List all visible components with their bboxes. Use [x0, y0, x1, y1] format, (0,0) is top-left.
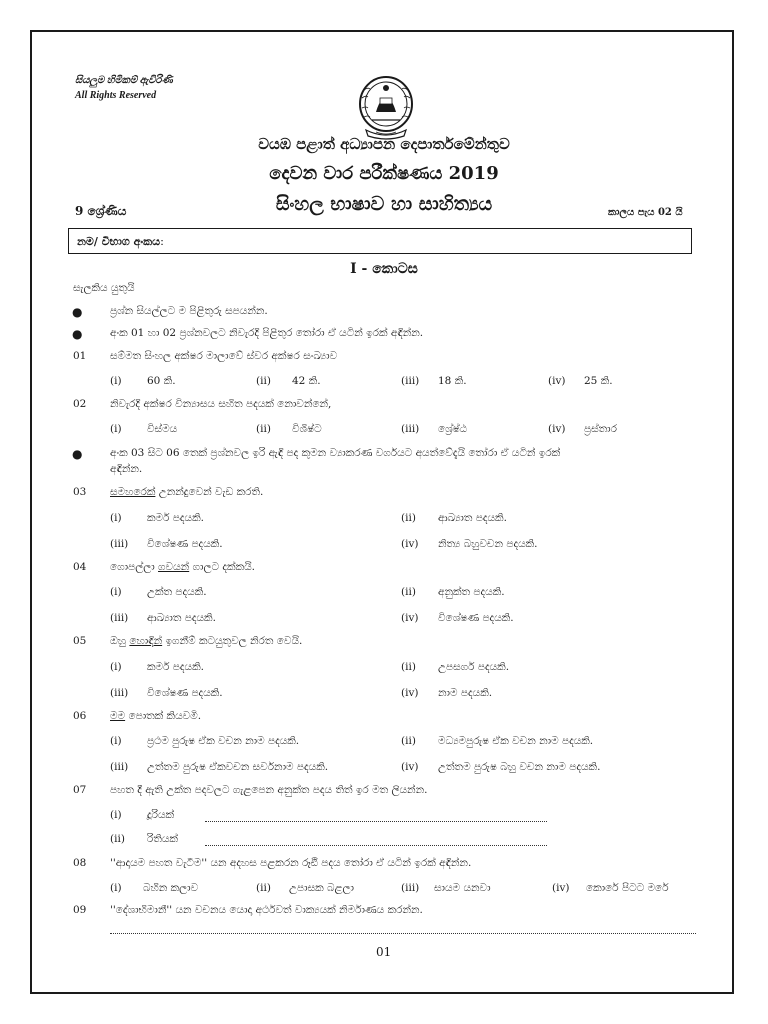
question-number: 03	[73, 486, 87, 498]
option-label: (iv)	[401, 538, 419, 550]
item-label: (ii)	[110, 833, 125, 845]
option-text[interactable]: උපසර්ග පදයකි.	[438, 661, 510, 673]
option-label: (iii)	[401, 423, 420, 435]
option-label: (iii)	[110, 612, 129, 624]
question-number: 07	[73, 784, 87, 796]
option-text[interactable]: විශිෂ්ට	[292, 423, 322, 435]
question-text: සම්මත සිංහල අක්ෂර මාලාවේ ස්වර අක්ෂර සංඛ්‍යාව	[110, 350, 338, 362]
option-text[interactable]: විශේෂණ පදයකි.	[438, 612, 514, 624]
name-index-box[interactable]	[68, 228, 692, 254]
option-text[interactable]: අනුක්ත පදයකි.	[438, 586, 505, 598]
option-label: (iii)	[110, 538, 129, 550]
option-text[interactable]: ආඛ්‍යාත පදයකි.	[438, 512, 507, 524]
underlined-word: ගවයන්	[158, 561, 190, 573]
question-number: 08	[73, 857, 87, 869]
option-text[interactable]: 60 කි.	[147, 375, 176, 387]
option-text[interactable]: නාම පදයකි.	[438, 687, 493, 699]
question-number: 02	[73, 398, 87, 410]
bullet-icon: ●	[72, 447, 83, 461]
duration-label: කාලය පැය 02 යි	[608, 207, 683, 218]
option-text[interactable]: ආඛ්‍යාත පදයකි.	[147, 612, 216, 624]
option-label: (ii)	[256, 423, 271, 435]
option-label: (ii)	[401, 586, 416, 598]
option-label: (i)	[110, 661, 122, 673]
grade-label: 9 ශ්‍රේණිය	[75, 204, 127, 218]
option-text[interactable]: සායම යනවා	[434, 882, 491, 894]
question-text: ''දේශාභිමානී'' යන වචනය යොදා අර්ථවත් වාක්‍යයක් නිර්මාණය කරන්න.	[110, 904, 423, 916]
government-crest-icon	[354, 72, 418, 142]
subject-title: සිංහල භාෂාව හා සාහිත්‍යය	[275, 193, 493, 215]
instruction-item: ප්‍රශ්න සියල්ලට ම පිළිතුරු සපයන්න.	[110, 305, 268, 317]
bullet-icon: ●	[72, 305, 83, 319]
answer-line[interactable]	[205, 845, 547, 846]
option-label: (iii)	[110, 761, 129, 773]
item-text: රිතියක්	[147, 833, 178, 845]
question-number: 09	[73, 904, 87, 916]
option-label: (iv)	[552, 882, 570, 894]
option-text[interactable]: බහින කලාව	[143, 882, 199, 894]
option-label: (ii)	[401, 512, 416, 524]
option-label: (i)	[110, 735, 122, 747]
question-number: 01	[73, 350, 87, 362]
answer-line[interactable]	[110, 933, 696, 934]
option-label: (ii)	[401, 661, 416, 673]
rights-sinhala: සියලුම හිමිකම් ඇවිරිණි	[75, 75, 173, 86]
option-text[interactable]: ප්‍රථම පුරුෂ ඒක වචන නාම පදයකි.	[147, 735, 300, 747]
question-text: මම පොතක් කියවමි.	[110, 710, 202, 722]
option-text[interactable]: විස්මය	[147, 423, 178, 435]
option-label: (i)	[110, 586, 122, 598]
question-text: පහත දී ඇති උක්ත පදවලට ගැළපෙන අනුක්ත පදය තිත් ඉර මත ලියන්න.	[110, 784, 428, 796]
option-text[interactable]: උපාසක බළලා	[289, 882, 354, 894]
underlined-word: හොඳින්	[129, 635, 163, 647]
underlined-word: මම	[110, 710, 126, 722]
option-label: (iv)	[401, 612, 419, 624]
option-text[interactable]: කොරේ පිටට මරේ	[586, 882, 669, 894]
option-text[interactable]: විශේෂණ පදයකි.	[147, 687, 223, 699]
rights-english: All Rights Reserved	[75, 90, 157, 101]
option-label: (ii)	[256, 882, 271, 894]
question-text: ගොපල්ලා ගවයන් ගාලට දක්කයි.	[110, 561, 255, 573]
part-title: I - කොටස	[350, 261, 418, 277]
question-number: 06	[73, 710, 87, 722]
department-name: වයඹ පළාත් අධ්‍යාපන දෙපාර්තමේන්තුව	[258, 135, 510, 153]
item-text: දූරියක්	[147, 809, 175, 821]
item-label: (i)	[110, 809, 122, 821]
option-label: (i)	[110, 512, 122, 524]
option-label: (i)	[110, 375, 122, 387]
option-text[interactable]: විශේෂණ පදයකි.	[147, 538, 223, 550]
instruction-item: අංක 03 සිට 06 තෙක් ප්‍රශ්නවල ඉරි ඇඳි පද කුමන ව්‍යාකරණ වර්ගයට අයත්වේදැයි තෝරා ඒ යටින් ඉරක්	[110, 447, 561, 459]
option-text[interactable]: නිත්‍ය බහුවචන පදයකි.	[438, 538, 538, 550]
bullet-icon: ●	[72, 327, 83, 341]
instruction-item-cont: අඳින්න.	[110, 463, 143, 475]
option-text[interactable]: 25 කි.	[584, 375, 613, 387]
option-text[interactable]: උක්ත පදයකි.	[147, 586, 207, 598]
instruction-item: අංක 01 හා 02 ප්‍රශ්නවලට නිවැරදි පිළිතුර තෝරා ඒ යටින් ඉරක් අඳින්න.	[110, 327, 424, 339]
question-text: ඔහු හොඳින් ඉගනීම් කටයුතුවල නිරත වෙයි.	[110, 635, 303, 647]
option-text[interactable]: කර්ම පදයකි.	[147, 661, 204, 673]
option-label: (iii)	[401, 882, 420, 894]
option-label: (iii)	[110, 687, 129, 699]
option-text[interactable]: කර්ම පදයකි.	[147, 512, 204, 524]
name-index-label: නම/ විභාග අංකයː	[77, 235, 165, 248]
option-text[interactable]: මධ්‍යමපුරුෂ ඒක වචන නාම පදයකි.	[438, 735, 594, 747]
option-text[interactable]: උත්තම පුරුෂ ඒකවචන සර්වනාම පදයකි.	[147, 761, 329, 773]
underlined-word: සමහරෙක්	[110, 486, 156, 498]
question-number: 05	[73, 635, 87, 647]
option-label: (iv)	[401, 761, 419, 773]
option-text[interactable]: 42 කි.	[292, 375, 321, 387]
instructions-title: සැලකිය යුතුයි	[73, 282, 135, 294]
option-label: (ii)	[256, 375, 271, 387]
option-label: (iv)	[548, 375, 566, 387]
option-label: (i)	[110, 423, 122, 435]
question-text: සමහරෙක් උනන්දුවෙන් වැඩ කරති.	[110, 486, 264, 498]
option-label: (iv)	[548, 423, 566, 435]
question-number: 04	[73, 561, 87, 573]
option-text[interactable]: ප්‍රස්තාර	[584, 423, 617, 435]
option-label: (iii)	[401, 375, 420, 387]
option-text[interactable]: ශ්‍රේෂ්ඨ	[438, 423, 467, 435]
option-text[interactable]: උත්තම පුරුෂ බහු වචන නාම පදයකි.	[438, 761, 601, 773]
answer-line[interactable]	[205, 821, 547, 822]
question-text: නිවැරදි අක්ෂර වින්‍යාසය සහිත පදයක් නොවන්නේ,	[110, 398, 332, 410]
option-label: (ii)	[401, 735, 416, 747]
exam-title: දෙවන වාර පරීක්ෂණය 2019	[269, 163, 499, 184]
option-label: (iv)	[401, 687, 419, 699]
page-number: 01	[376, 945, 392, 959]
question-text: ''ආදායම පහත වැටීම'' යන අදහස පළකරන රූඪි පදය තෝරා ඒ යටින් ඉරක් අඳින්න.	[110, 857, 472, 869]
option-text[interactable]: 18 කි.	[438, 375, 467, 387]
option-label: (i)	[110, 882, 122, 894]
